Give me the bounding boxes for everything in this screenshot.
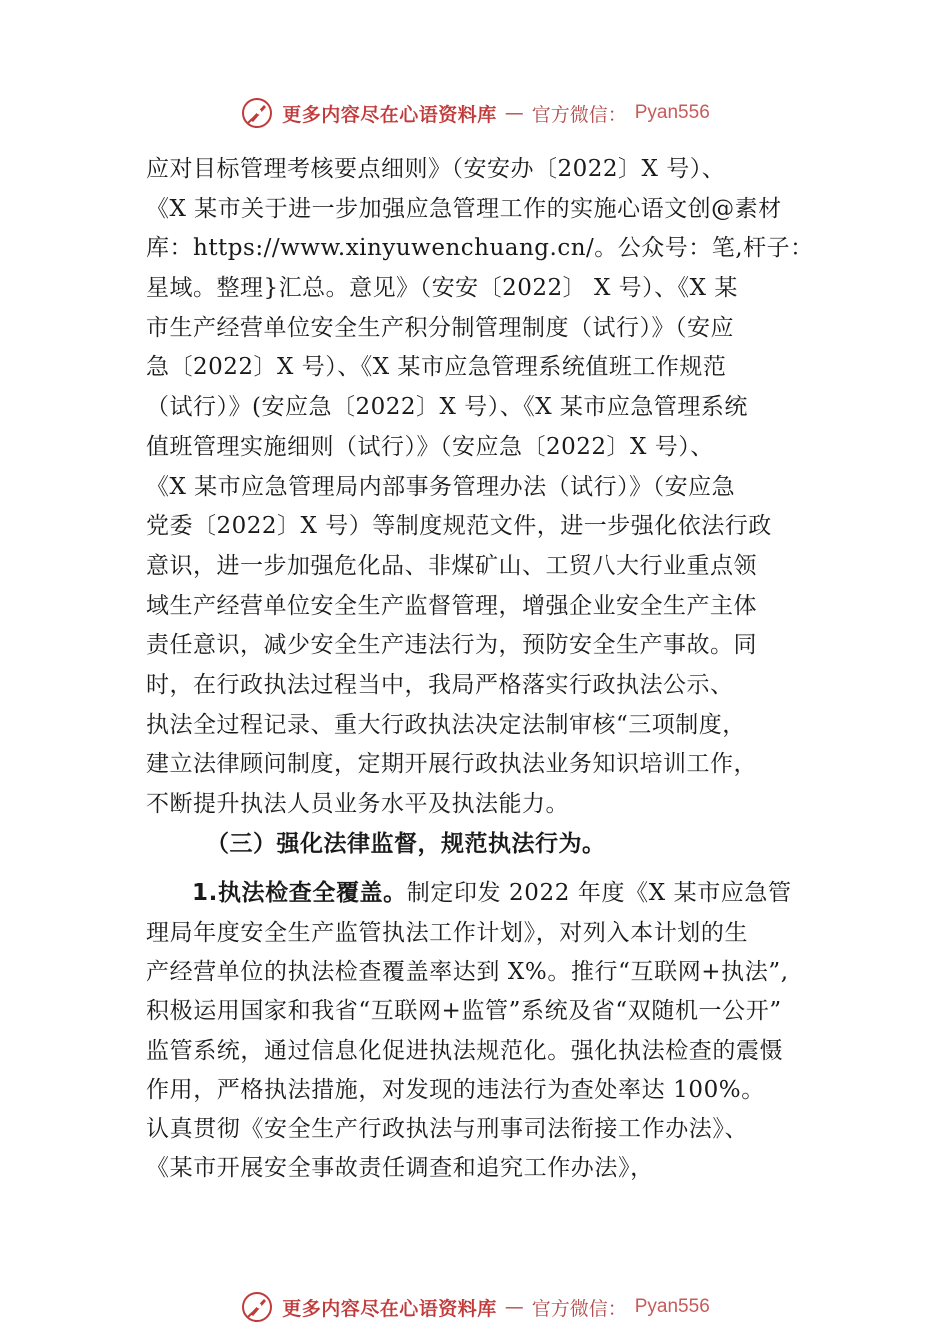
watermark-separator: — (504, 1296, 524, 1318)
paragraph-2 (146, 874, 816, 1188)
watermark-main-text: 更多内容尽在心语资料库 (282, 1297, 497, 1320)
text-line: 党委〔2022〕X 号）等制度规范文件，进一步强化依法行政 (146, 513, 772, 540)
document-body (146, 150, 816, 1189)
footer-watermark (0, 1290, 950, 1324)
text-line: 不断提升执法人员业务水平及执法能力。 (146, 791, 569, 817)
text-line: 《X 某市应急管理局内部事务管理办法（试行）》（安应急 (146, 473, 736, 500)
watermark-main-text: 更多内容尽在心语资料库 (282, 103, 497, 126)
text-line: 意识，进一步加强危化品、非煤矿山、工贸八大行业重点领 (146, 552, 757, 579)
text-line: 市生产经营单位安全生产积分制管理制度（试行）》（安应 (146, 314, 734, 341)
text-line: 急〔2022〕X 号）、《X 某市应急管理系统值班工作规范 (146, 354, 727, 381)
text-line: 值班管理实施细则（试行）》（安应急〔2022〕X 号）、 (146, 433, 714, 460)
paragraph-1 (146, 150, 816, 825)
text-line: 认真贯彻《安全生产行政执法与刑事司法衔接工作办法》、 (146, 1116, 749, 1143)
text-line: 建立法律顾问制度，定期开展行政执法业务知识培训工作， (146, 751, 757, 778)
paragraph-gap (146, 864, 816, 874)
watermark-sub-text: 官方微信： (531, 1297, 627, 1320)
text-line: 责任意识，减少安全生产违法行为，预防安全生产事故。同 (146, 632, 757, 659)
watermark-wechat-id: Pyan556 (634, 1296, 710, 1317)
text-line: （试行）》(安应急〔2022〕X 号）、《X 某市应急管理系统 (146, 394, 748, 421)
text-line: 执法全过程记录、重大行政执法决定法制审核“三项制度， (146, 711, 746, 738)
text-line: 积极运用国家和我省“互联网+监管”系统及省“双随机一公开” (146, 998, 782, 1025)
text-line: 《某市开展安全事故责任调查和追究工作办法》， (146, 1155, 654, 1182)
text-line: 《X 某市关于进一步加强应急管理工作的实施心语文创@素材 (146, 195, 782, 222)
watermark-sub-text: 官方微信： (531, 103, 627, 126)
text-line: 库：https://www.xinyuwenchuang.cn/。公众号：笔,杆子： (146, 235, 814, 262)
header-watermark (0, 96, 950, 130)
text-line: 星域。整理}汇总。意见》（安安〔2022〕 X 号）、《X 某 (146, 275, 738, 302)
section-heading: （三）强化法律监督，规范执法行为。 (206, 830, 606, 857)
watermark-wechat-id: Pyan556 (634, 102, 710, 123)
text-line: 理局年度安全生产监管执法工作计划》，对列入本计划的生 (146, 919, 749, 946)
quill-logo-icon (240, 96, 274, 130)
text-line: 应对目标管理考核要点细则》（安安办〔2022〕X 号）、 (146, 156, 726, 182)
text-line: 监管系统，通过信息化促进执法规范化。强化执法检查的震慑 (146, 1037, 784, 1064)
paragraph-2-first-line (146, 874, 816, 913)
text-line: 域生产经营单位安全生产监督管理，增强企业安全生产主体 (146, 592, 757, 619)
text-line: 产经营单位的执法检查覆盖率达到 X%。推行“互联网+执法”, (146, 958, 789, 985)
watermark-separator: — (504, 102, 524, 124)
text-line: 作用，严格执法措施，对发现的违法行为查处率达 100%。 (146, 1076, 765, 1103)
text-line: 时，在行政执法过程当中，我局严格落实行政执法公示、 (146, 671, 734, 698)
lead-bold-text: 1.执法检查全覆盖。 (192, 880, 407, 907)
quill-logo-icon (240, 1290, 274, 1324)
first-line-rest: 制定印发 2022 年度《X 某市应急管 (406, 880, 792, 907)
